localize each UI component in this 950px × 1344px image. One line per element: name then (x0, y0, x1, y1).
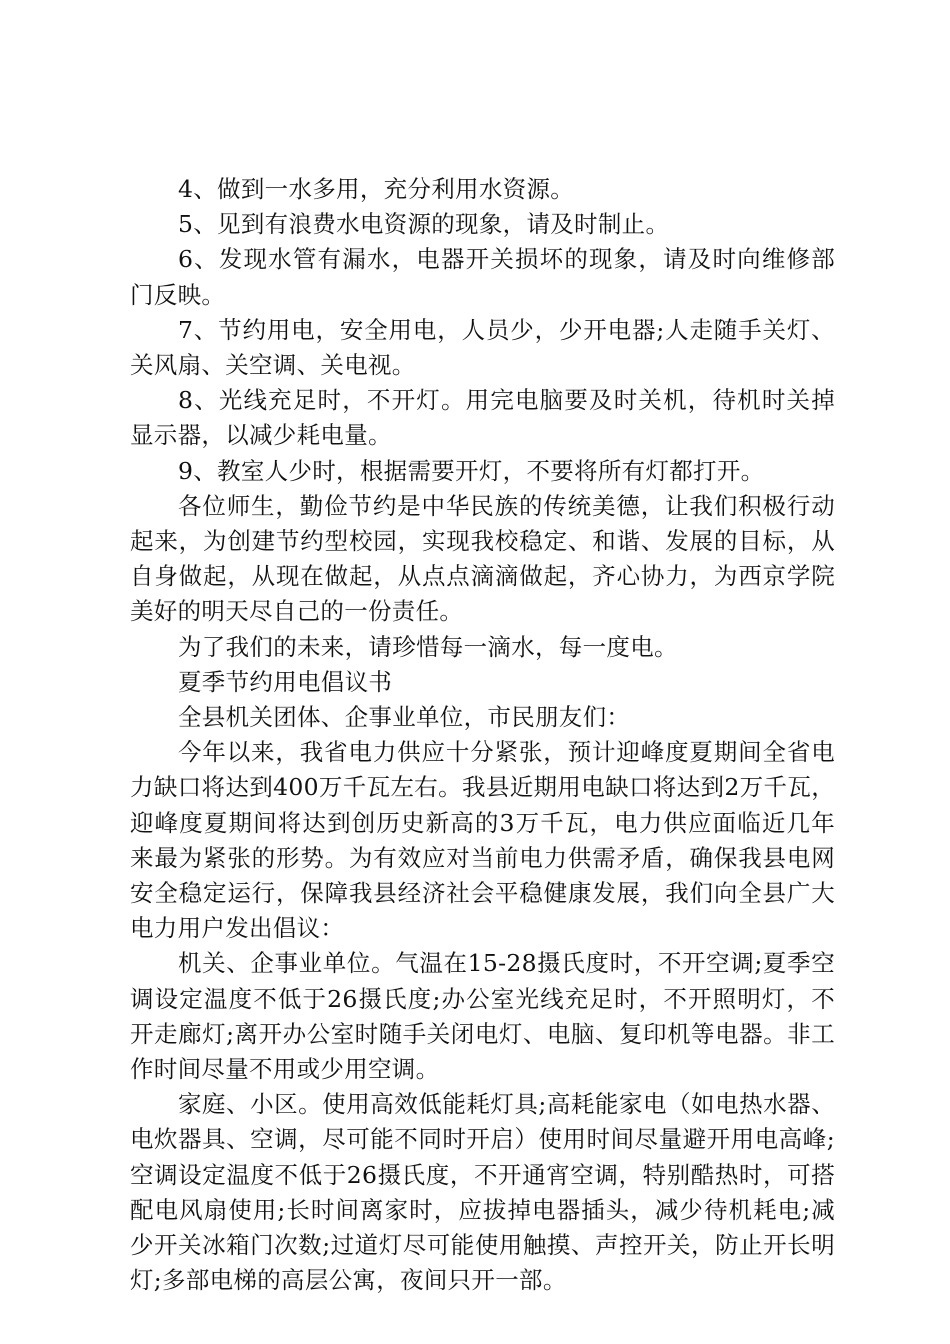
paragraph-background: 今年以来，我省电力供应十分紧张，预计迎峰度夏期间全省电力缺口将达到400万千瓦左右。我县近期用电缺口将达到2万千瓦，迎峰度夏期间将达到创历史新高的3万千瓦，电力供应面临近几年来最为紧张的形势。为有效应对当前电力供需矛盾，确保我县电网安全稳定运行，保障我县经济社会平稳健康发展，我们向全县广大电力用户发出倡议： (130, 738, 835, 943)
paragraph-item-6: 6、发现水管有漏水，电器开关损坏的现象，请及时向维修部门反映。 (130, 245, 835, 309)
paragraph-institutions: 机关、企事业单位。气温在15-28摄氏度时，不开空调;夏季空调设定温度不低于26摄氏度;办公室光线充足时，不开照明灯，不开走廊灯;离开办公室时随手关闭电灯、电脑、复印机等电器。非工作时间尽量不用或少用空调。 (130, 949, 835, 1084)
salutation: 全县机关团体、企事业单位，市民朋友们： (178, 703, 631, 732)
paragraph-item-9: 9、教室人少时，根据需要开灯，不要将所有灯都打开。 (178, 456, 765, 485)
paragraph-item-8: 8、光线充足时，不开灯。用完电脑要及时关机，待机时关掉显示器，以减少耗电量。 (130, 386, 835, 450)
paragraph-item-4: 4、做到一水多用，充分利用水资源。 (178, 175, 575, 203)
paragraph-item-7: 7、节约用电，安全用电，人员少，少开电器;人走随手关灯、关风扇、关空调、关电视。 (130, 315, 835, 380)
paragraph-households: 家庭、小区。使用高效低能耗灯具;高耗能家电（如电热水器、电炊器具、空调，尽可能不同时开启）使用时间尽量避开用电高峰;空调设定温度不低于26摄氏度，不开通宵空调，特别酷热时，可搭配电风扇使用;长时间离家时，应拔掉电器插头，减少待机耗电;减少开关冰箱门次数;过道灯尽可能使用触摸、声控开关，防止开长明灯;多部电梯的高层公寓，夜间只开一部。 (130, 1090, 835, 1295)
paragraph-slogan: 为了我们的未来，请珍惜每一滴水，每一度电。 (178, 632, 678, 661)
document-body (130, 172, 835, 1299)
paragraph-item-5: 5、见到有浪费水电资源的现象，请及时制止。 (178, 210, 670, 239)
paragraph-closing-appeal: 各位师生，勤俭节约是中华民族的传统美德，让我们积极行动起来，为创建节约型校园，实现我校稳定、和谐、发展的目标，从自身做起，从现在做起，从点点滴滴做起，齐心协力，为西京学院美好的明天尽自己的一份责任。 (130, 491, 835, 626)
section-title: 夏季节约用电倡议书 (178, 667, 393, 696)
